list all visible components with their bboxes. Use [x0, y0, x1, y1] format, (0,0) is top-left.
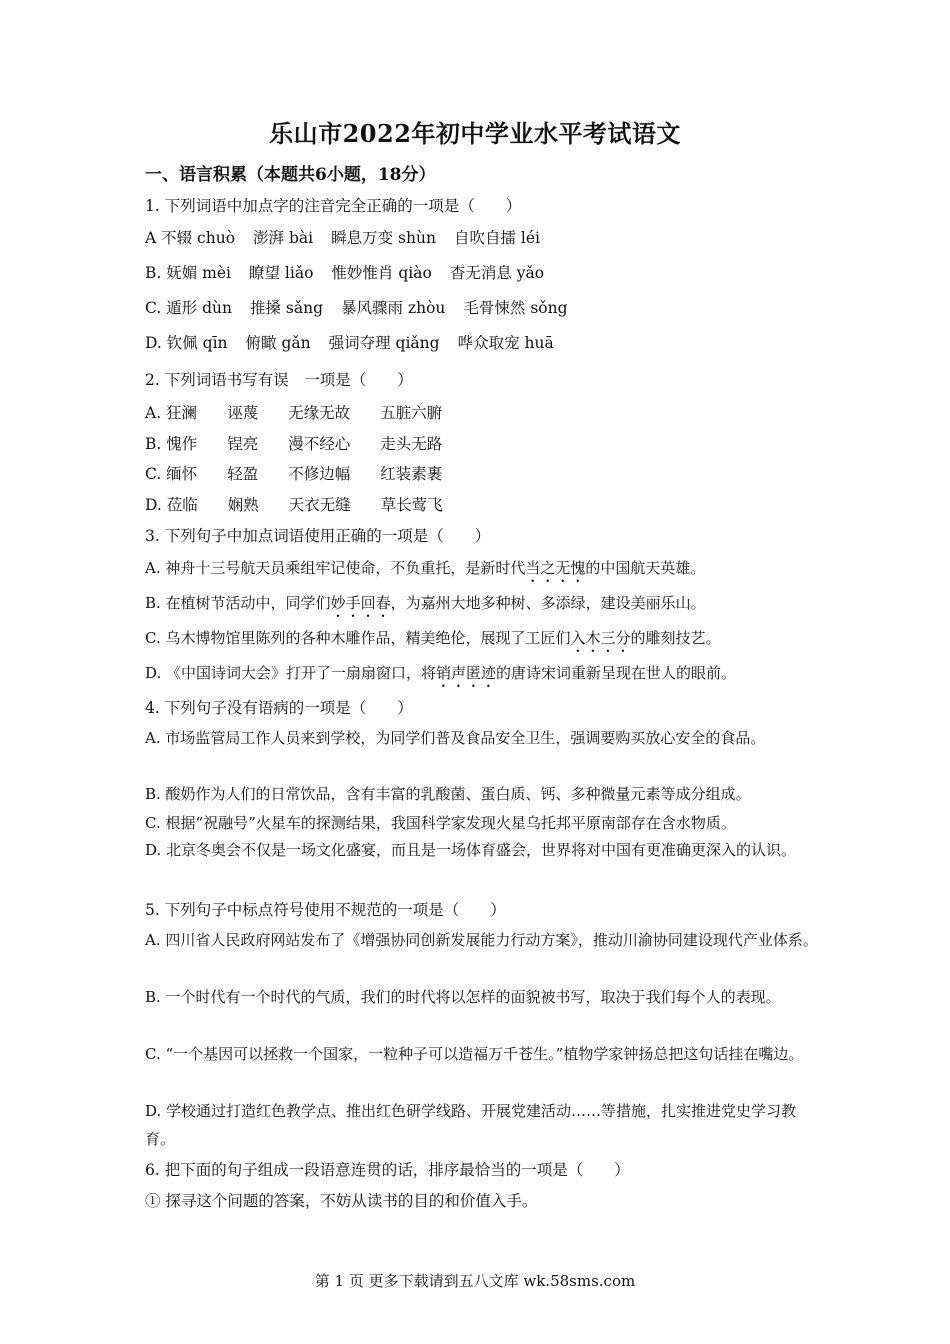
- question-4-option-c: C. 根据“祝融号”火星车的探测结果，我国科学家发现火星乌托邦平原南部存在含水物质。: [145, 814, 736, 832]
- question-2-option-c: C. 缅怀 轻盈 不修边幅 红装素裹: [145, 465, 443, 483]
- question-4-option-d: D. 北京冬奥会不仅是一场文化盛宴，而且是一场体育盛会，世界将对中国有更准确更深入的认识。: [145, 841, 797, 859]
- question-6-sentence-1: ① 探寻这个问题的答案，不妨从读书的目的和价值入手。: [145, 1192, 538, 1210]
- question-3-stem: 3. 下列句子中加点词语使用正确的一项是（ ）: [145, 527, 491, 545]
- question-4-option-a: A. 市场监管局工作人员来到学校，为同学们普及食品安全卫生，强调要购买放心安全的食品。: [145, 729, 766, 747]
- question-5-option-d: D. 学校通过打造红色教学点、推出红色研学线路、开展党建活动……等措施，扎实推进党史学习教育。: [145, 1102, 797, 1148]
- page-title: 乐山市2022年初中学业水平考试语文: [269, 119, 681, 148]
- question-2-stem: 2. 下列词语书写有误 一项是（ ）: [145, 371, 413, 389]
- question-2-option-d: D. 莅临 娴熟 天衣无缝 草长莺飞: [145, 496, 443, 514]
- question-1-option-d: D. 钦佩 qīn 俯瞰 gǎn 强词夺理 qiǎng 哗众取宠 huā: [145, 334, 554, 352]
- question-5-option-b: B. 一个时代有一个时代的气质，我们的时代将以怎样的面貌被书写，取决于我们每个人的表现。: [145, 988, 781, 1006]
- question-1-option-c: C. 遁形 dùn 推搡 sǎng 暴风骤雨 zhòu 毛骨悚然 sǒng: [145, 299, 568, 317]
- question-2-option-b: B. 愧作 锃亮 漫不经心 走头无路: [145, 435, 443, 453]
- question-3-option-a: A. 神舟十三号航天员乘组牢记使命，不负重托，是新时代当之无愧的中国航天英雄。: [145, 559, 706, 577]
- question-5-stem: 5. 下列句子中标点符号使用不规范的一项是（ ）: [145, 901, 506, 919]
- question-2-option-a: A. 狂澜 诬蔑 无缘无故 五脏六腑: [145, 404, 443, 422]
- question-1-option-b: B. 妩媚 mèi 瞭望 liǎo 惟妙惟肖 qiào 杳无消息 yǎo: [145, 264, 545, 282]
- question-3-option-b: B. 在植树节活动中，同学们妙手回春，为嘉州大地多种树、多添绿，建设美丽乐山。: [145, 594, 706, 612]
- question-6-stem: 6. 把下面的句子组成一段语意连贯的话，排序最恰当的一项是（ ）: [145, 1161, 630, 1179]
- question-5-option-a: A. 四川省人民政府网站发布了《增强协同创新发展能力行动方案》，推动川渝协同建设现代产业体系。: [145, 931, 818, 949]
- question-3-option-d: D. 《中国诗词大会》打开了一扇扇窗口，将销声匿迹的唐诗宋词重新呈现在世人的眼前。: [145, 664, 737, 682]
- page-footer: 第 1 页 更多下载请到五八文库 wk.58sms.com: [314, 1272, 636, 1290]
- question-3-option-c: C. 乌木博物馆里陈列的各种木雕作品，精美绝伦，展现了工匠们入木三分的雕刻技艺。: [145, 629, 721, 647]
- question-4-stem: 4. 下列句子没有语病的一项是（ ）: [145, 699, 413, 717]
- question-4-option-b: B. 酸奶作为人们的日常饮品，含有丰富的乳酸菌、蛋白质、钙、多种微量元素等成分组成。: [145, 785, 751, 803]
- question-1-stem: 1. 下列词语中加点字的注音完全正确的一项是（ ）: [145, 197, 522, 215]
- section-heading: 一、语言积累（本题共6小题，18分）: [145, 165, 436, 185]
- question-5-option-c: C. “一个基因可以拯救一个国家，一粒种子可以造福万千苍生。”植物学家钟扬总把这句话挂在嘴边。: [145, 1045, 804, 1063]
- question-1-option-a: A 不辍 chuò 澎湃 bài 瞬息万变 shùn 自吹自擂 léi: [145, 229, 540, 247]
